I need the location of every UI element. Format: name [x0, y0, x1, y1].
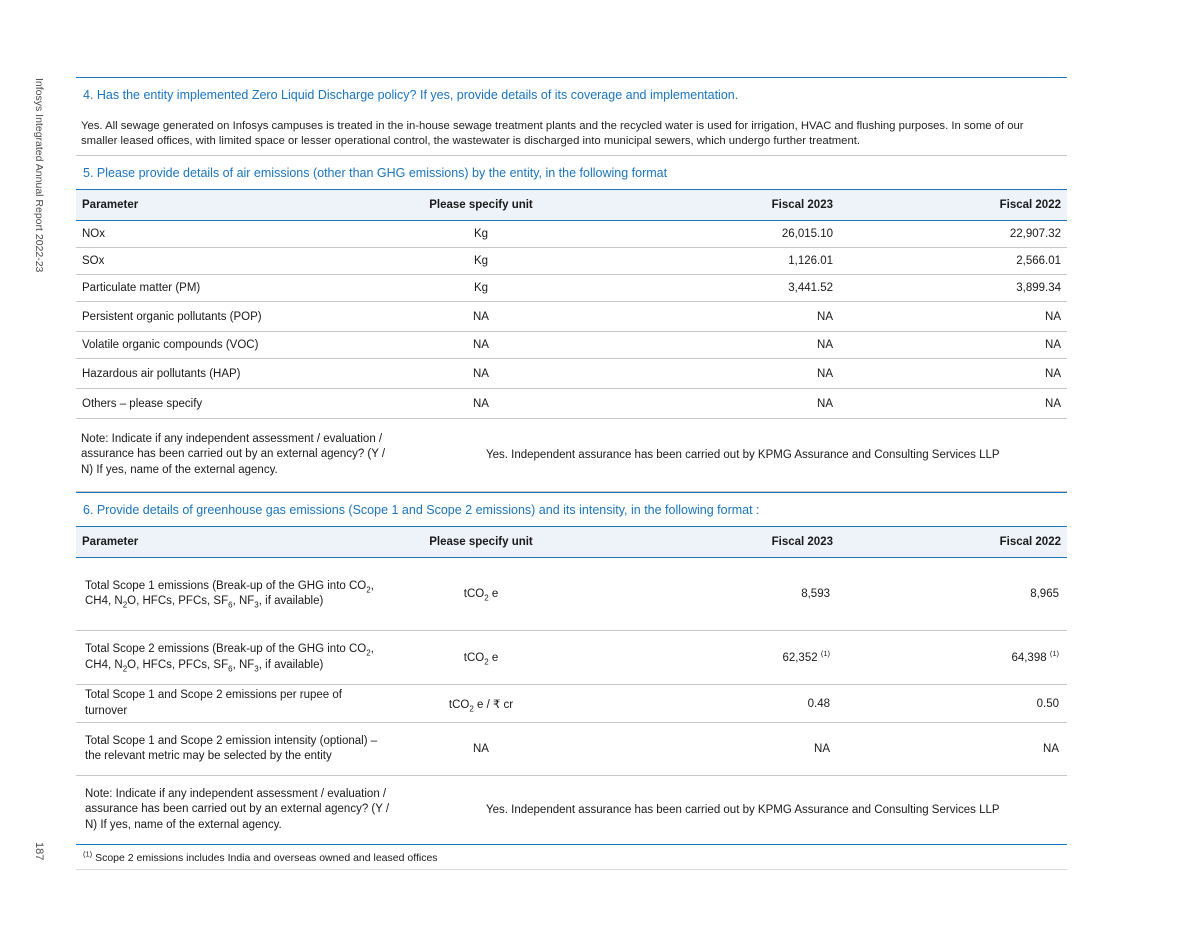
table-row [76, 389, 1067, 419]
q4-heading: 4. Has the entity implemented Zero Liquid Discharge policy? If yes, provide details of its coverage and implementation. [83, 88, 739, 102]
parameter: Others – please specify [76, 389, 411, 419]
parameter: Total Scope 2 emissions (Break-up of the GHG into $CO_2$, CH4, $N_2O$, HFCs, PFCs, $SF_6$, $NF_3$, if available) [76, 631, 411, 685]
footnote: $^{(1)}$ Scope 2 emissions includes India and overseas owned and leased offices [76, 845, 1067, 870]
table-row [76, 221, 1067, 248]
fy2022-value: NA [847, 302, 1067, 332]
fy2022-value: 2,566.01 [847, 248, 1067, 275]
fy2023-value: NA [551, 302, 847, 332]
parameter: SOx [76, 248, 411, 275]
col-parameter: Parameter [76, 527, 411, 558]
fy2022-value: 8,965 [847, 558, 1067, 631]
fy2022-value: 22,907.32 [847, 221, 1067, 248]
col-unit: Please specify unit [411, 190, 551, 221]
note-label: Note: Indicate if any independent assessment / evaluation / assurance has been carried out by an external agency? (Y / N) If yes, name of the external agency. [76, 776, 411, 845]
table-row [76, 275, 1067, 302]
col-unit: Please specify unit [411, 527, 551, 558]
unit: NA [411, 332, 551, 359]
fy2022-value: 0.50 [847, 685, 1067, 723]
fy2022-value: NA [847, 389, 1067, 419]
page-number: 187 [33, 842, 45, 861]
fy2022-value: 3,899.34 [847, 275, 1067, 302]
col-fy2022: Fiscal 2022 [847, 527, 1067, 558]
q4-answer: Yes. All sewage generated on Infosys campuses is treated in the in-house sewage treatment plants and the recycled water is used for irrigation, HVAC and flushing purposes. In some of our smaller leased offices, with limited space or lesser operational control, the wastewater is discharged into municipal sewers, which undergo further treatment. [76, 111, 1067, 156]
unit: tCO$_2$ e [411, 558, 551, 631]
fy2022-value: NA [847, 332, 1067, 359]
q6-heading: 6. Provide details of greenhouse gas emissions (Scope 1 and Scope 2 emissions) and its intensity, in the following format : [83, 503, 760, 517]
unit: NA [411, 302, 551, 332]
note-label: Note: Indicate if any independent assessment / evaluation / assurance has been carried out by an external agency? (Y / N) If yes, name of the external agency. [76, 419, 411, 492]
col-parameter: Parameter [76, 190, 411, 221]
fy2023-value: 3,441.52 [551, 275, 847, 302]
parameter: Persistent organic pollutants (POP) [76, 302, 411, 332]
col-fy2023: Fiscal 2023 [551, 190, 847, 221]
fy2023-value: NA [551, 332, 847, 359]
note-value: Yes. Independent assurance has been carried out by KPMG Assurance and Consulting Services LLP [411, 776, 1067, 845]
unit: Kg [411, 275, 551, 302]
fy2023-value: NA [551, 389, 847, 419]
table-row [76, 631, 1067, 685]
unit: tCO$_2$ e / ₹ cr [411, 685, 551, 723]
assurance-note-row [76, 419, 1067, 492]
table-row [76, 685, 1067, 723]
parameter: Hazardous air pollutants (HAP) [76, 359, 411, 389]
table-row [76, 558, 1067, 631]
fy2023-value: 62,352 $^{(1)}$ [551, 631, 847, 685]
assurance-note-row [76, 776, 1067, 845]
fy2023-value: 1,126.01 [551, 248, 847, 275]
fy2023-value: 26,015.10 [551, 221, 847, 248]
parameter: Particulate matter (PM) [76, 275, 411, 302]
parameter: Volatile organic compounds (VOC) [76, 332, 411, 359]
fy2023-value: NA [551, 359, 847, 389]
ghg-emissions-table [76, 526, 1067, 845]
air-emissions-table [76, 189, 1067, 492]
parameter: Total Scope 1 and Scope 2 emission intensity (optional) – the relevant metric may be selected by the entity [76, 723, 411, 776]
q5-heading: 5. Please provide details of air emissions (other than GHG emissions) by the entity, in the following format [83, 166, 668, 180]
unit: NA [411, 723, 551, 776]
unit: tCO$_2$ e [411, 631, 551, 685]
unit: Kg [411, 248, 551, 275]
parameter: NOx [76, 221, 411, 248]
col-fy2022: Fiscal 2022 [847, 190, 1067, 221]
fy2022-value: 64,398 $^{(1)}$ [847, 631, 1067, 685]
fy2022-value: NA [847, 359, 1067, 389]
report-title: Infosys Integrated Annual Report 2022-23 [33, 78, 45, 273]
fy2023-value: 0.48 [551, 685, 847, 723]
col-fy2023: Fiscal 2023 [551, 527, 847, 558]
table-row [76, 723, 1067, 776]
parameter: Total Scope 1 emissions (Break-up of the GHG into $CO_2$, CH4, $N_2O$, HFCs, PFCs, $SF_6$, $NF_3$, if available) [76, 558, 411, 631]
unit: NA [411, 359, 551, 389]
table-row [76, 248, 1067, 275]
note-value: Yes. Independent assurance has been carried out by KPMG Assurance and Consulting Services LLP [411, 419, 1067, 492]
unit: Kg [411, 221, 551, 248]
unit: NA [411, 389, 551, 419]
fy2023-value: NA [551, 723, 847, 776]
parameter: Total Scope 1 and Scope 2 emissions per rupee of turnover [76, 685, 411, 723]
fy2023-value: 8,593 [551, 558, 847, 631]
table-row [76, 332, 1067, 359]
fy2022-value: NA [847, 723, 1067, 776]
page-content [76, 77, 1067, 870]
table-row [76, 359, 1067, 389]
table-row [76, 302, 1067, 332]
